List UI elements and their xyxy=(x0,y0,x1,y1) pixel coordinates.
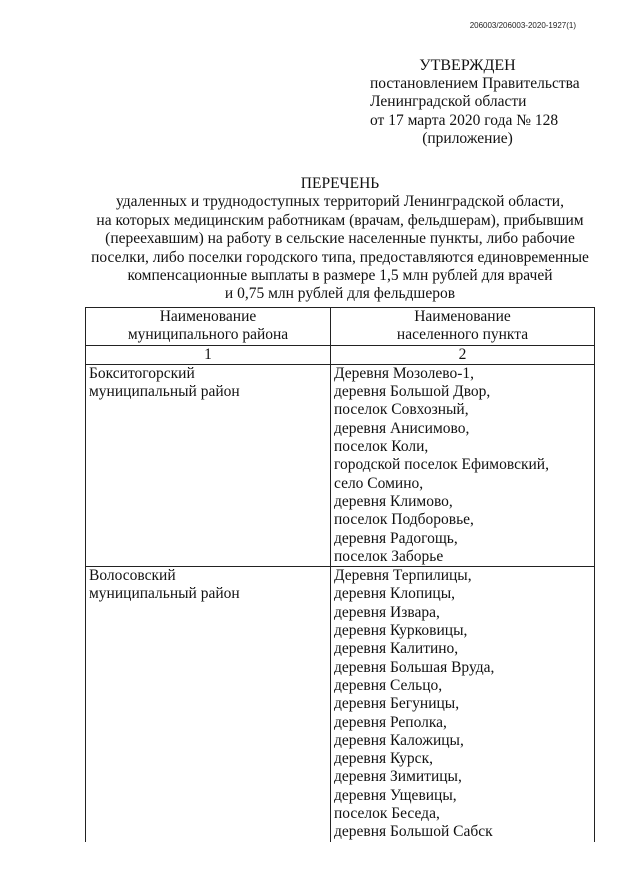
header-text: муниципального района xyxy=(127,326,289,344)
approval-appendix: (приложение) xyxy=(422,129,513,147)
district-name: Бокситогорский xyxy=(89,364,195,382)
settlements-cell xyxy=(331,567,595,842)
column-number: 1 xyxy=(86,345,331,364)
title-line: удаленных и труднодоступных территорий Ленинградской области, xyxy=(116,193,564,211)
settlement: деревня Калитино, xyxy=(334,640,459,658)
settlement: деревня Курск, xyxy=(334,750,433,768)
document-title xyxy=(84,175,596,304)
settlement: Деревня Мозолево-1, xyxy=(334,364,474,382)
header-text: Наименование xyxy=(159,308,257,325)
column-number-row xyxy=(86,345,595,364)
header-text: населенного пункта xyxy=(396,326,529,344)
district-name: муниципальный район xyxy=(89,383,240,401)
title-heading: ПЕРЕЧЕНЬ xyxy=(300,175,380,192)
district-name: муниципальный район xyxy=(89,585,240,603)
approval-line: Ленинградской области xyxy=(370,93,527,111)
territories-table xyxy=(85,307,595,842)
title-line: и 0,75 млн рублей для фельдшеров xyxy=(224,285,456,303)
settlement: деревня Радогощь, xyxy=(334,529,458,547)
header-district xyxy=(86,308,331,346)
settlement: деревня Курковицы, xyxy=(334,622,468,640)
settlement: городской поселок Ефимовский, xyxy=(334,456,549,474)
settlement: село Сомино, xyxy=(334,474,424,492)
settlement: деревня Реполка, xyxy=(334,713,447,731)
document-id: 206003/206003-2020-1927(1) xyxy=(469,21,576,30)
title-line: (переехавшим) на работу в сельские населенные пункты, либо рабочие xyxy=(105,230,575,248)
settlement: поселок Заборье xyxy=(334,547,444,565)
column-number: 2 xyxy=(331,345,595,364)
header-settlement xyxy=(331,308,595,346)
settlement: поселок Беседа, xyxy=(334,805,440,823)
header-text: Наименование xyxy=(414,308,511,325)
settlement: деревня Бегуницы, xyxy=(334,695,460,713)
settlements-cell xyxy=(331,364,595,566)
title-line: поселки, либо поселки городского типа, предоставляются единовременные xyxy=(91,248,589,266)
settlement: деревня Ущевицы, xyxy=(334,786,457,804)
settlement: деревня Зимитицы, xyxy=(334,768,462,786)
settlement: деревня Большой Сабск xyxy=(334,823,493,841)
settlement: деревня Сельцо, xyxy=(334,676,443,694)
settlement: Деревня Терпилицы, xyxy=(334,567,472,585)
table-row xyxy=(86,567,595,842)
title-line: компенсационные выплаты в размере 1,5 млн рублей для врачей xyxy=(127,267,553,285)
title-line: на которых медицинским работникам (врачам, фельдшерам), прибывшим xyxy=(96,211,584,229)
approval-line: постановлением Правительства xyxy=(370,75,580,93)
table-row xyxy=(86,364,595,566)
settlement: деревня Анисимово, xyxy=(334,419,470,437)
district-cell xyxy=(86,364,331,566)
settlement: деревня Каложицы, xyxy=(334,731,464,749)
settlement: деревня Большой Двор, xyxy=(334,383,491,401)
approval-heading: УТВЕРЖДЕН xyxy=(419,57,516,74)
settlement: деревня Климово, xyxy=(334,492,453,510)
settlement: деревня Извара, xyxy=(334,603,440,621)
settlement: поселок Совхозный, xyxy=(334,401,469,419)
district-cell xyxy=(86,567,331,842)
table-header-row xyxy=(86,308,595,346)
approval-line: от 17 марта 2020 года № 128 xyxy=(370,111,559,129)
settlement: поселок Коли, xyxy=(334,438,429,456)
settlement: деревня Клопицы, xyxy=(334,585,456,603)
approval-block xyxy=(370,57,606,148)
settlement: деревня Большая Вруда, xyxy=(334,658,495,676)
district-name: Волосовский xyxy=(89,567,176,585)
settlement: поселок Подборовье, xyxy=(334,511,474,529)
